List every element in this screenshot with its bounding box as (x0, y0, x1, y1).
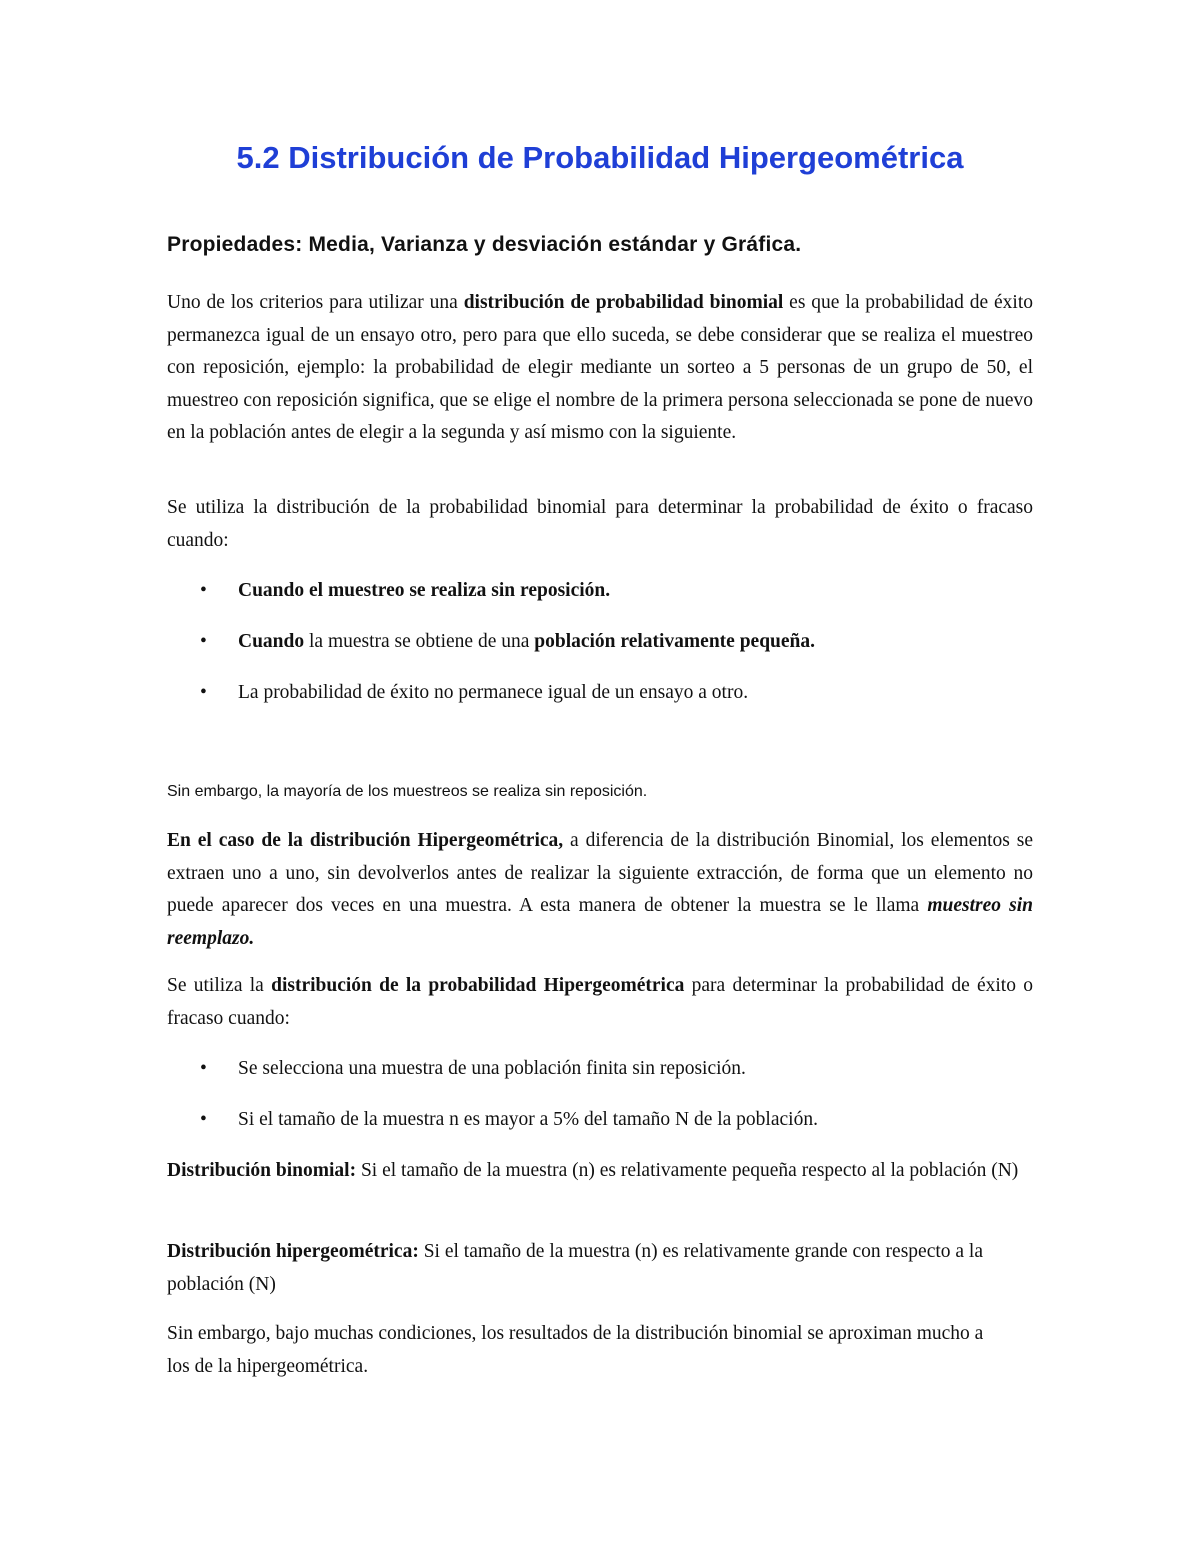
text-run: Uno de los criterios para utilizar una (167, 292, 464, 313)
list-item (200, 1053, 1040, 1085)
paragraph-approximation: Sin embargo, bajo muchas condiciones, los resultados de la distribución binomial se aproximan mucho a los de la hipergeométrica. (167, 1323, 984, 1377)
text-run: a diferencia de la distribución Binomial, los elementos se extraen uno a uno, sin devolverlos antes de realizar la siguiente extracción, de forma que un elemento no puede aparecer dos veces en una muestra. A esta manera de obtener la muestra se le llama (167, 830, 1033, 916)
text-run: Si el tamaño de la muestra (n) es relativamente grande con respecto a la población (N) (167, 1241, 984, 1295)
page-title: 5.2 Distribución de Probabilidad Hipergeométrica (236, 140, 964, 175)
bullet-icon: • (200, 580, 207, 601)
paragraph-hypergeometric-case (167, 825, 1033, 955)
text-run: Se selecciona una muestra de una población finita sin reposición. (238, 1058, 746, 1079)
bold-text: Cuando el muestreo se realiza sin reposición. (238, 580, 611, 601)
bold-text: Distribución hipergeométrica: (167, 1241, 419, 1262)
bullet-icon: • (200, 1058, 207, 1079)
bullet-icon: • (200, 682, 207, 703)
bullet-icon: • (200, 1109, 207, 1130)
text-run: Si el tamaño de la muestra (n) es relativamente pequeña respecto al la población (N) (356, 1160, 1019, 1181)
paragraph-hypergeometric-use (167, 970, 1033, 1035)
bold-text: población relativamente pequeña. (534, 631, 816, 652)
text-run: La probabilidad de éxito no permanece igual de un ensayo a otro. (238, 682, 749, 703)
text-run: para determinar la probabilidad de éxito o fracaso cuando: (167, 975, 1033, 1029)
list-item (200, 1104, 1040, 1136)
paragraph-binomial-criteria (167, 287, 1033, 450)
bold-text: Cuando (238, 631, 305, 652)
bold-text: Distribución binomial: (167, 1160, 357, 1181)
bold-text: distribución de probabilidad binomial (463, 292, 784, 313)
bold-text: En el caso de la distribución Hipergeométrica, (167, 830, 564, 851)
text-run: la muestra se obtiene de una (304, 631, 535, 652)
bold-text: distribución de la probabilidad Hipergeométrica (271, 975, 685, 996)
bullet-icon: • (200, 631, 207, 652)
emphasis-text: muestreo sin reemplazo. (167, 895, 1033, 949)
text-run: Si el tamaño de la muestra n es mayor a 5% del tamaño N de la población. (238, 1109, 818, 1130)
list-item (200, 575, 1040, 607)
list-item (200, 626, 1040, 658)
paragraph-hypergeometric-definition (167, 1236, 1042, 1301)
section-subtitle: Propiedades: Media, Varianza y desviación estándar y Gráfica. (167, 233, 802, 256)
text-run: es que la probabilidad de éxito permanezca igual de un ensayo otro, pero para que ello suceda, se debe considerar que se realiza el muestreo con reposición, ejemplo: la probabilidad de elegir mediante un sorteo a 5 personas de un grupo de 50, el muestreo con reposición significa, que se elige el nombre de la primera persona seleccionada se pone de nuevo en la población antes de elegir a la segunda y así mismo con la siguiente. (167, 292, 1033, 443)
note-text: Sin embargo, la mayoría de los muestreos se realiza sin reposición. (167, 783, 648, 800)
paragraph-binomial-definition (167, 1155, 1027, 1188)
text-run: Se utiliza la (167, 975, 272, 996)
list-item (200, 677, 1040, 709)
paragraph-binomial-use: Se utiliza la distribución de la probabilidad binomial para determinar la probabilidad de éxito o fracaso cuando: (167, 497, 1033, 551)
